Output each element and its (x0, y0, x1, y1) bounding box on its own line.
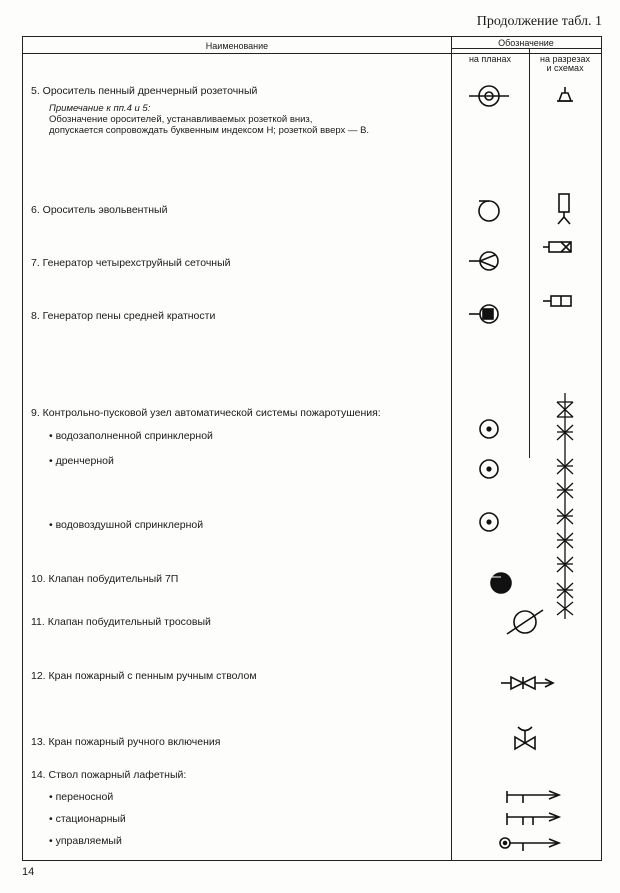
row-9c: • водовоздушной спринклерной (49, 519, 204, 531)
medium-expansion-generator-plan-icon (469, 305, 498, 323)
portable-monitor-icon (507, 791, 559, 803)
row-14: 14. Ствол пожарный лафетный: (31, 769, 187, 781)
row-14b: • стационарный (49, 813, 126, 825)
row-14a: • переносной (49, 791, 114, 803)
mesh-generator-plan-icon (469, 252, 498, 270)
involute-sprinkler-plan-icon (479, 201, 499, 221)
manual-fire-valve-icon (515, 727, 535, 749)
involute-sprinkler-section-icon (558, 194, 570, 224)
page-number: 14 (22, 866, 35, 878)
cable-pilot-valve-icon (507, 610, 543, 634)
note-title: Примечание к пп.4 и 5: (49, 103, 151, 114)
symbols-table (22, 36, 602, 861)
symbols-drawing (23, 37, 601, 860)
note-line-2: допускается сопровождать буквенным индексом Н; розеткой вверх — В. (49, 125, 370, 136)
stationary-monitor-icon (507, 813, 559, 825)
header-on-sections-2: и схемах (546, 63, 584, 73)
header-name: Наименование (205, 41, 269, 51)
foam-deluge-sprinkler-section-icon (557, 87, 573, 101)
row-6: 6. Ороситель эвольвентный (31, 204, 168, 216)
control-unit-section-valve-stack-icon (557, 393, 573, 619)
row-9a: • водозаполненной спринклерной (49, 430, 213, 442)
note-line-1: Обозначение оросителей, устанавливаемых розеткой вниз, (49, 114, 313, 125)
row-11: 11. Клапан побудительный тросовый (31, 616, 211, 628)
header-on-plans: на планах (468, 54, 512, 64)
fire-hydrant-foam-nozzle-icon (501, 677, 553, 689)
foam-deluge-sprinkler-plan-icon (469, 86, 509, 106)
mesh-generator-section-icon (543, 242, 571, 252)
row-13: 13. Кран пожарный ручного включения (31, 736, 221, 748)
controlled-monitor-icon (500, 838, 559, 851)
row-7: 7. Генератор четырехструйный сеточный (31, 257, 231, 269)
row-12: 12. Кран пожарный с пенным ручным стволом (31, 670, 257, 682)
header-designation: Обозначение (498, 38, 554, 48)
row-14c: • управляемый (49, 835, 122, 847)
row-10: 10. Клапан побудительный 7П (31, 573, 179, 585)
medium-expansion-generator-section-icon (543, 296, 571, 306)
row-9b: • дренчерной (49, 455, 114, 467)
control-unit-deluge-plan-icon (480, 460, 498, 478)
control-unit-air-plan-icon (480, 513, 498, 531)
header-on-sections-1: на разрезах (540, 54, 590, 64)
row-5: 5. Ороситель пенный дренчерный розеточный (31, 85, 258, 97)
table-caption: Продолжение табл. 1 (476, 14, 602, 29)
row-9: 9. Контрольно-пусковой узел автоматической системы пожаротушения: (31, 407, 381, 419)
pilot-valve-7p-icon (489, 573, 511, 593)
row-8: 8. Генератор пены средней кратности (31, 310, 216, 322)
control-unit-water-plan-icon (480, 420, 498, 438)
